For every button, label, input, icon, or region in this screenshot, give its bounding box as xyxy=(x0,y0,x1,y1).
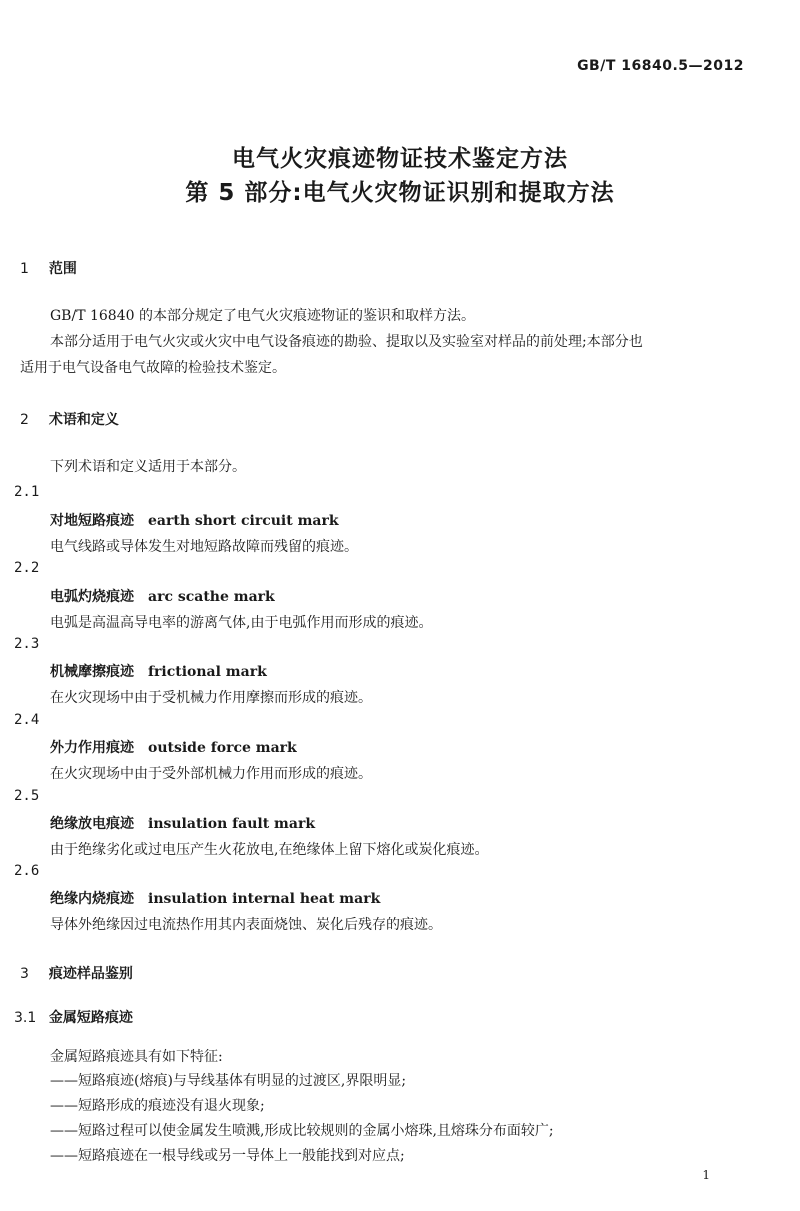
subsection-number: 3.1 xyxy=(14,1010,37,1026)
section-heading-identification xyxy=(20,963,133,983)
term-entry xyxy=(50,737,297,757)
term-zh: 绝缘内烧痕迹 xyxy=(50,891,134,907)
term-number: 2.5 xyxy=(14,788,40,804)
scope-paragraph-2-line1: 本部分适用于电气火灾或火灾中电气设备痕迹的勘验、提取以及实验室对样品的前处理;本部分也 xyxy=(50,334,643,350)
term-zh: 对地短路痕迹 xyxy=(50,513,134,529)
standard-code: GB/T 16840.5—2012 xyxy=(577,58,744,74)
term-en: insulation internal heat mark xyxy=(148,891,381,907)
term-zh: 电弧灼烧痕迹 xyxy=(50,589,134,605)
term-definition: 电气线路或导体发生对地短路故障而残留的痕迹。 xyxy=(50,539,358,555)
term-entry xyxy=(50,888,380,908)
term-entry xyxy=(50,661,267,681)
term-number: 2.6 xyxy=(14,863,40,879)
term-zh: 机械摩擦痕迹 xyxy=(50,664,134,680)
term-number: 2.3 xyxy=(14,636,40,652)
term-zh: 外力作用痕迹 xyxy=(50,740,134,756)
term-definition: 在火灾现场中由于受机械力作用摩擦而形成的痕迹。 xyxy=(50,690,372,706)
term-entry xyxy=(50,813,315,833)
document-title-line1: 电气火灾痕迹物证技术鉴定方法 xyxy=(232,146,568,172)
scope-paragraph-1: GB/T 16840 的本部分规定了电气火灾痕迹物证的鉴识和取样方法。 xyxy=(50,308,475,324)
page-number: 1 xyxy=(702,1168,710,1182)
term-entry xyxy=(50,510,339,530)
term-number: 2.1 xyxy=(14,484,40,500)
section-title: 范围 xyxy=(48,261,77,277)
section-title: 术语和定义 xyxy=(48,412,119,428)
term-en: arc scathe mark xyxy=(148,589,275,605)
term-entry xyxy=(50,586,275,606)
feature-bullet: ——短路过程可以使金属发生喷溅,形成比较规则的金属小熔珠,且熔珠分布面较广; xyxy=(50,1123,554,1139)
section-number: 3 xyxy=(20,966,29,982)
term-definition: 由于绝缘劣化或过电压产生火花放电,在绝缘体上留下熔化或炭化痕迹。 xyxy=(50,842,489,858)
term-en: frictional mark xyxy=(148,664,267,680)
scope-paragraph-2-line2: 适用于电气设备电气故障的检验技术鉴定。 xyxy=(20,360,286,376)
term-definition: 导体外绝缘因过电流热作用其内表面烧蚀、炭化后残存的痕迹。 xyxy=(50,917,442,933)
term-definition: 在火灾现场中由于受外部机械力作用而形成的痕迹。 xyxy=(50,766,372,782)
section-heading-scope xyxy=(20,258,77,278)
term-zh: 绝缘放电痕迹 xyxy=(50,816,134,832)
term-en: insulation fault mark xyxy=(148,816,316,832)
feature-bullet: ——短路形成的痕迹没有退火现象; xyxy=(50,1098,265,1114)
term-number: 2.4 xyxy=(14,712,40,728)
terms-intro: 下列术语和定义适用于本部分。 xyxy=(50,459,246,475)
term-en: outside force mark xyxy=(148,740,297,756)
term-definition: 电弧是高温高导电率的游离气体,由于电弧作用而形成的痕迹。 xyxy=(50,615,433,631)
term-number: 2.2 xyxy=(14,560,40,576)
subsection-title: 金属短路痕迹 xyxy=(48,1010,133,1026)
section-heading-terms xyxy=(20,409,119,429)
document-title-line2: 第 5 部分:电气火灾物证识别和提取方法 xyxy=(185,180,615,206)
section-title: 痕迹样品鉴别 xyxy=(48,966,133,982)
features-intro: 金属短路痕迹具有如下特征: xyxy=(50,1049,223,1065)
term-en: earth short circuit mark xyxy=(148,513,339,529)
feature-bullet: ——短路痕迹在一根导线或另一导体上一般能找到对应点; xyxy=(50,1148,405,1164)
feature-bullet: ——短路痕迹(熔痕)与导线基体有明显的过渡区,界限明显; xyxy=(50,1073,407,1089)
section-number: 2 xyxy=(20,412,29,428)
section-number: 1 xyxy=(20,261,29,277)
subsection-heading-metal-short-circuit xyxy=(14,1007,133,1027)
